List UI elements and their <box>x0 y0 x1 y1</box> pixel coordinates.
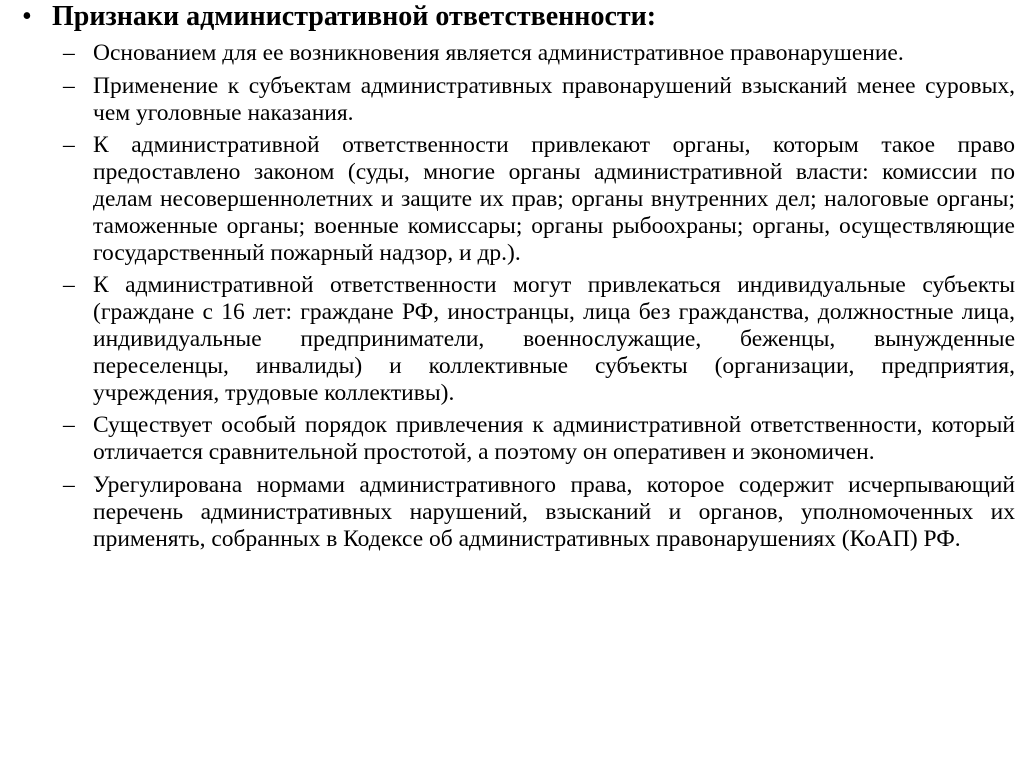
list-item <box>63 132 1015 266</box>
list-item-text: Основанием для ее возникновения является административное правонарушение. <box>93 40 904 66</box>
list-item-text: Применение к субъектам административных правонарушений взысканий менее суровых, чем уголовные наказания. <box>93 72 1015 126</box>
dash-marker: – <box>63 471 75 498</box>
list-item <box>63 472 1015 552</box>
dash-marker: – <box>63 132 75 159</box>
list-item-text: К административной ответственности могут привлекаться индивидуальные субъекты (граждане с 16 лет: граждане РФ, иностранцы, лица без гражданства, должностные лица, индивидуальные предприниматели, военнослужащие, беженцы, вынужденные переселенцы, инвалиды) и коллективные субъекты (организации, предприятия, учреждения, трудовые коллективы). <box>93 272 1015 406</box>
dash-marker: – <box>63 72 75 99</box>
bullet-icon: • <box>22 1 32 32</box>
heading-row <box>22 2 1012 32</box>
list-item <box>63 272 1015 406</box>
dash-marker: – <box>63 412 75 439</box>
list-item <box>63 40 1015 67</box>
list-item-text: К административной ответственности привлекают органы, которым такое право предоставлено законом (суды, многие органы административной власти: комиссии по делам несовершеннолетних и защите их прав; органы внутренних дел; налоговые органы; таможенные органы; военные комиссары; органы рыбоохраны; органы, осуществляющие государственный пожарный надзор, и др.). <box>93 132 1015 266</box>
slide-title: Признаки административной ответственности: <box>52 1 657 32</box>
list-item-text: Урегулирована нормами административного права, которое содержит исчерпывающий перечень административных нарушений, взысканий и органов, уполномоченных их применять, собранных в Кодексе об административных правонарушениях (КоАП) РФ. <box>93 471 1015 552</box>
list-item <box>63 73 1015 127</box>
dash-marker: – <box>63 272 75 299</box>
dash-marker: – <box>63 40 75 66</box>
list-item <box>63 412 1015 466</box>
list-item-text: Существует особый порядок привлечения к административной ответственности, который отличается сравнительной простотой, а поэтому он оперативен и экономичен. <box>93 412 1015 466</box>
feature-list <box>63 40 1015 558</box>
